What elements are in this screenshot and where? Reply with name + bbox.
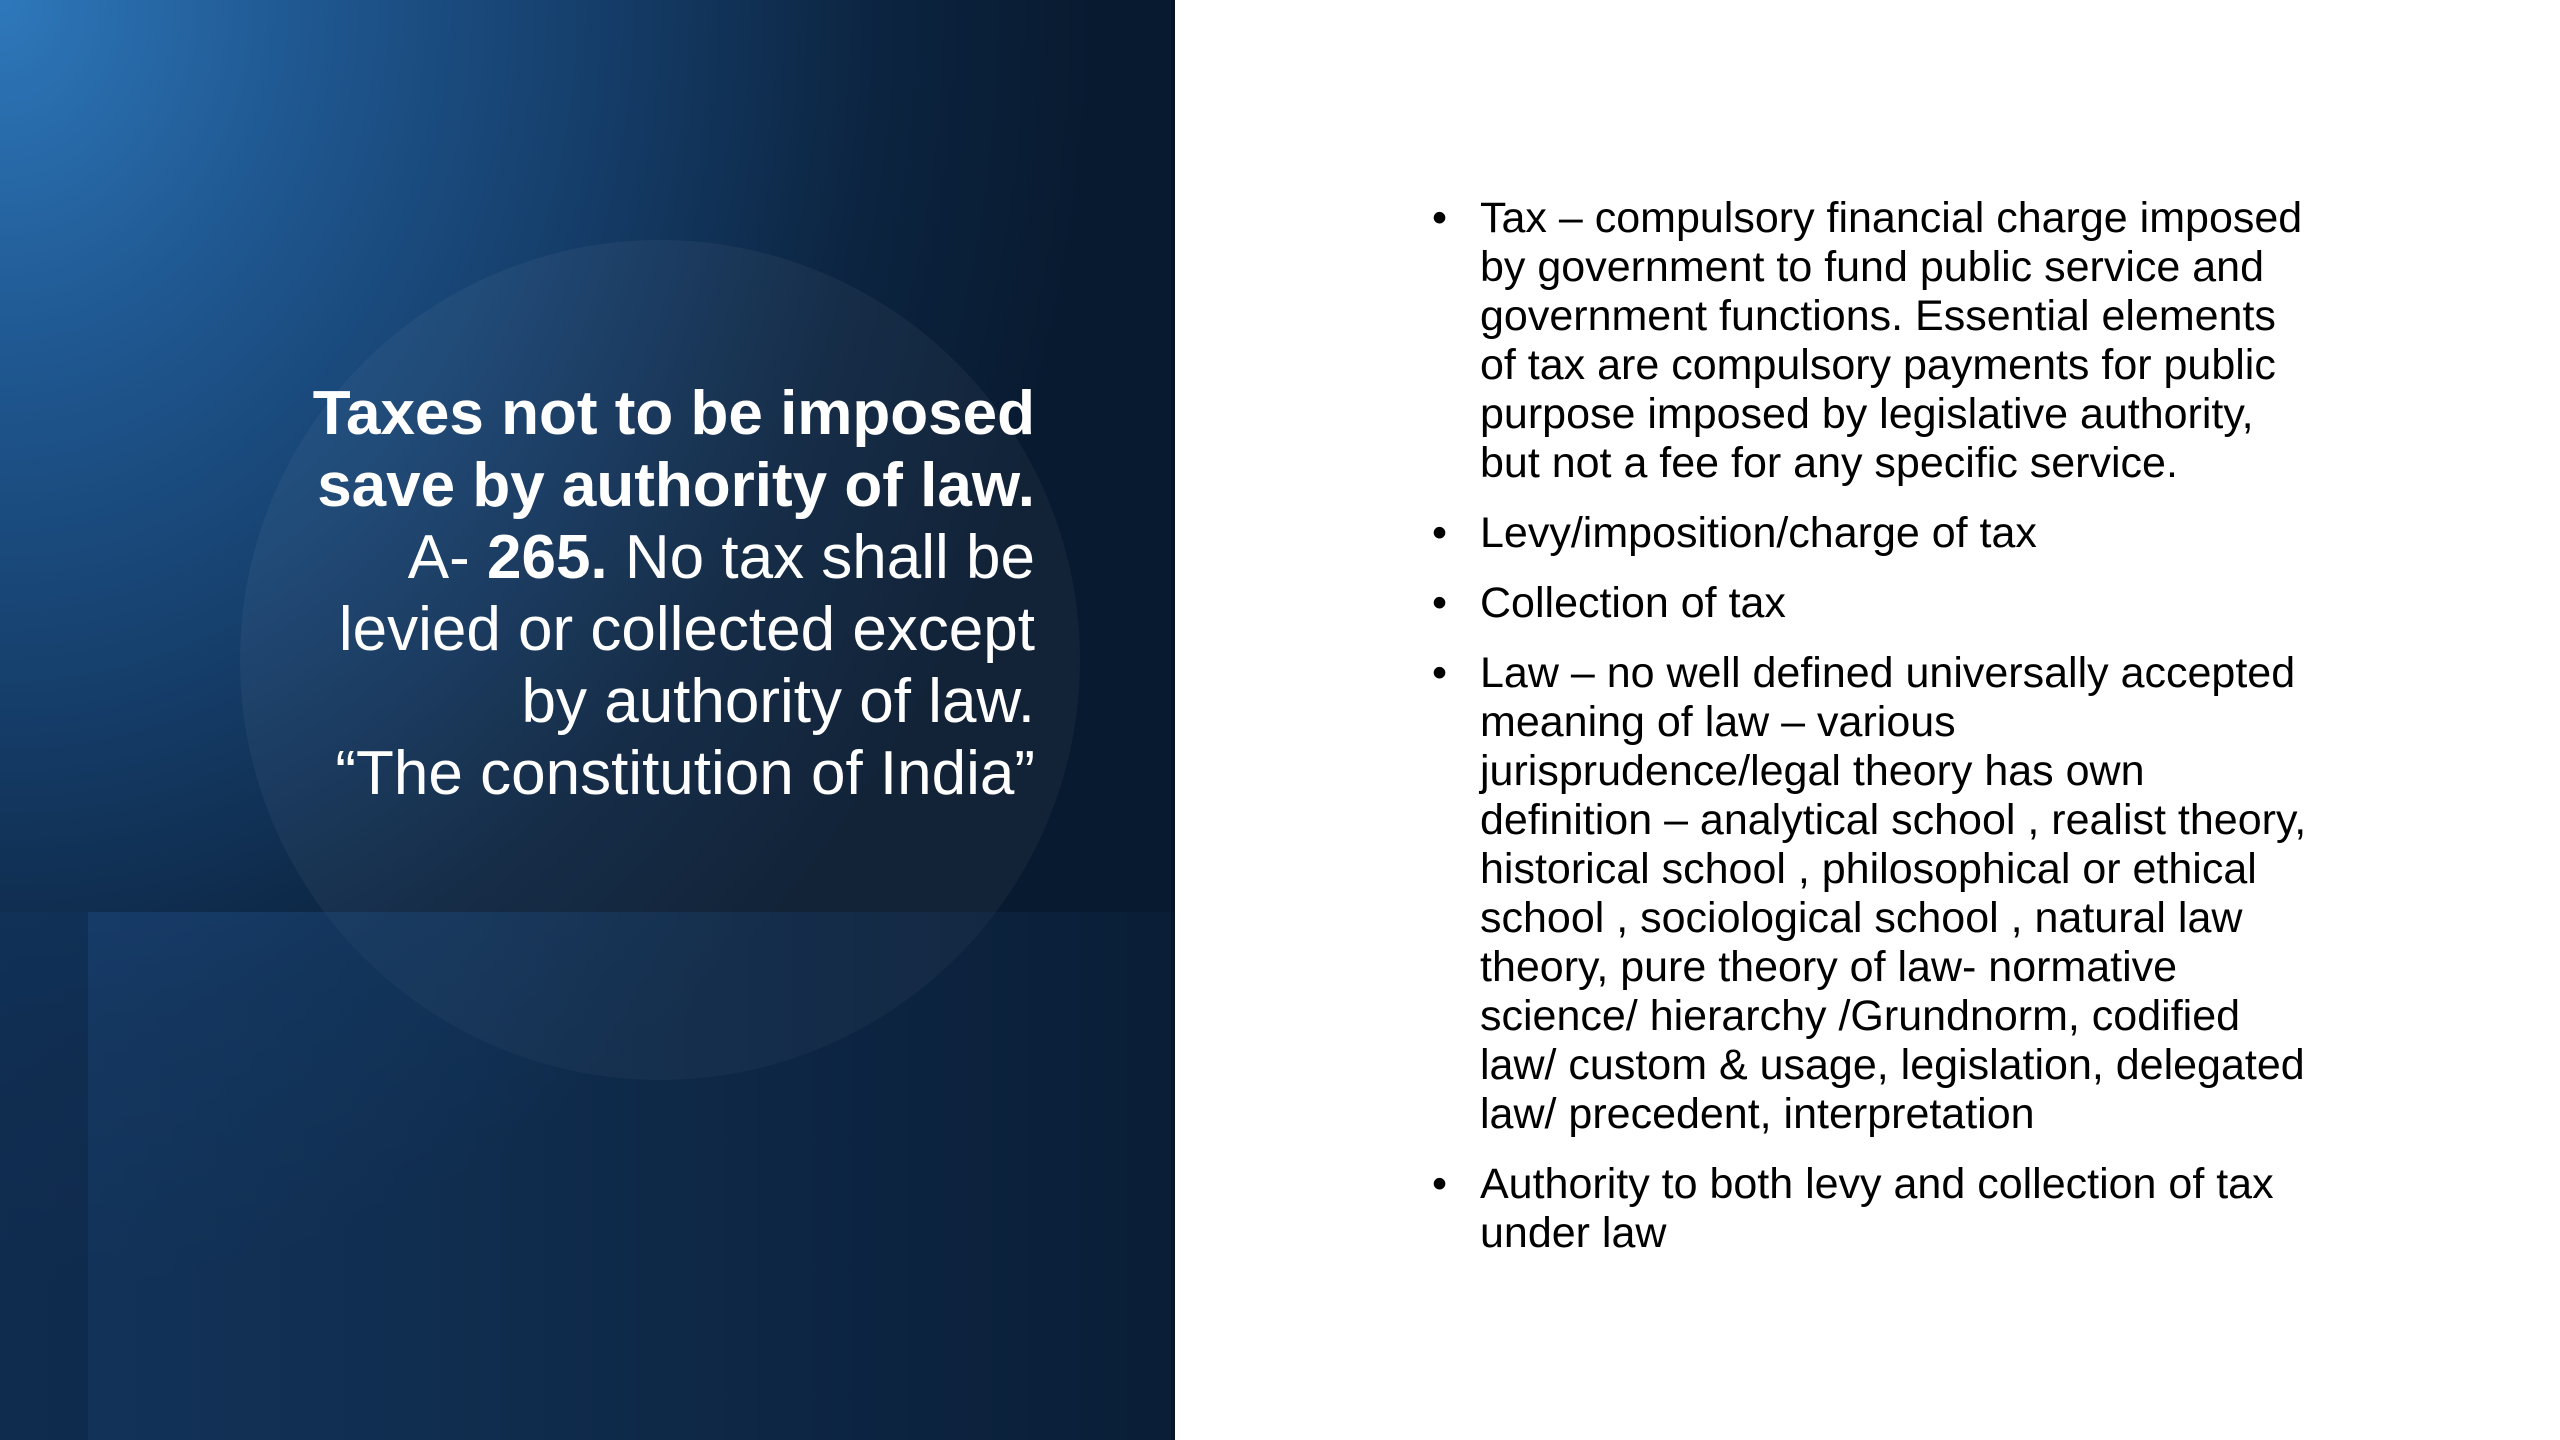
bullet-line: by government to fund public service and bbox=[1480, 243, 2265, 291]
title-panel bbox=[0, 0, 1175, 1440]
bullet-line: purpose imposed by legislative authority, bbox=[1480, 390, 2254, 438]
bullet-item bbox=[1432, 509, 2392, 558]
bullet-line: school , sociological school , natural law bbox=[1480, 894, 2243, 942]
bullet-line: theory, pure theory of law- normative bbox=[1480, 943, 2178, 991]
bullet-text bbox=[1480, 194, 2392, 488]
article-number: 265. bbox=[486, 523, 608, 592]
bullet-line: science/ hierarchy /Grundnorm, codified bbox=[1480, 992, 2241, 1040]
bullet-item bbox=[1432, 1160, 2392, 1258]
bullet-list bbox=[1432, 194, 2392, 1279]
decorative-band bbox=[0, 912, 1175, 1440]
bullet-line: historical school , philosophical or ethical bbox=[1480, 845, 2257, 893]
bullet-marker: • bbox=[1432, 1160, 1448, 1208]
bullet-line: Collection of tax bbox=[1480, 579, 1786, 627]
bullet-line: of tax are compulsory payments for public bbox=[1480, 341, 2276, 389]
bullet-line: law/ precedent, interpretation bbox=[1480, 1090, 2035, 1138]
bullet-marker: • bbox=[1432, 194, 1448, 242]
bullet-line: under law bbox=[1480, 1209, 1667, 1257]
title-line-1: Taxes not to be imposed bbox=[312, 379, 1035, 448]
title-line-2: save by authority of law. bbox=[317, 451, 1035, 520]
bullet-text bbox=[1480, 649, 2392, 1139]
bullet-text bbox=[1480, 579, 2392, 628]
panel-divider bbox=[1171, 0, 1175, 1440]
bullet-line: definition – analytical school , realist theory, bbox=[1480, 796, 2307, 844]
bullet-line: Authority to both levy and collection of tax bbox=[1480, 1160, 2274, 1208]
bullet-text bbox=[1480, 509, 2392, 558]
article-text-3: by authority of law. bbox=[521, 667, 1035, 736]
bullet-line: Tax – compulsory financial charge imposed bbox=[1480, 194, 2303, 242]
article-text-2: levied or collected except bbox=[338, 595, 1035, 664]
bullet-item bbox=[1432, 649, 2392, 1139]
source-citation: “The constitution of India” bbox=[335, 739, 1035, 808]
article-prefix: A- bbox=[407, 523, 487, 592]
bullet-line: jurisprudence/legal theory has own bbox=[1480, 747, 2145, 795]
bullet-item bbox=[1432, 579, 2392, 628]
bullet-marker: • bbox=[1432, 579, 1448, 627]
bullet-item bbox=[1432, 194, 2392, 488]
bullet-line: but not a fee for any specific service. bbox=[1480, 439, 2178, 487]
bullet-line: meaning of law – various bbox=[1480, 698, 1956, 746]
bullet-text bbox=[1480, 1160, 2392, 1258]
decorative-strip bbox=[0, 912, 88, 1440]
bullet-line: law/ custom & usage, legislation, delegated bbox=[1480, 1041, 2305, 1089]
article-text-1: No tax shall be bbox=[607, 523, 1035, 592]
bullet-line: government functions. Essential elements bbox=[1480, 292, 2276, 340]
bullet-line: Levy/imposition/charge of tax bbox=[1480, 509, 2037, 557]
bullet-marker: • bbox=[1432, 509, 1448, 557]
slide-title bbox=[180, 378, 1035, 810]
bullet-marker: • bbox=[1432, 649, 1448, 697]
article-line bbox=[180, 522, 1035, 594]
bullet-line: Law – no well defined universally accepted bbox=[1480, 649, 2296, 697]
